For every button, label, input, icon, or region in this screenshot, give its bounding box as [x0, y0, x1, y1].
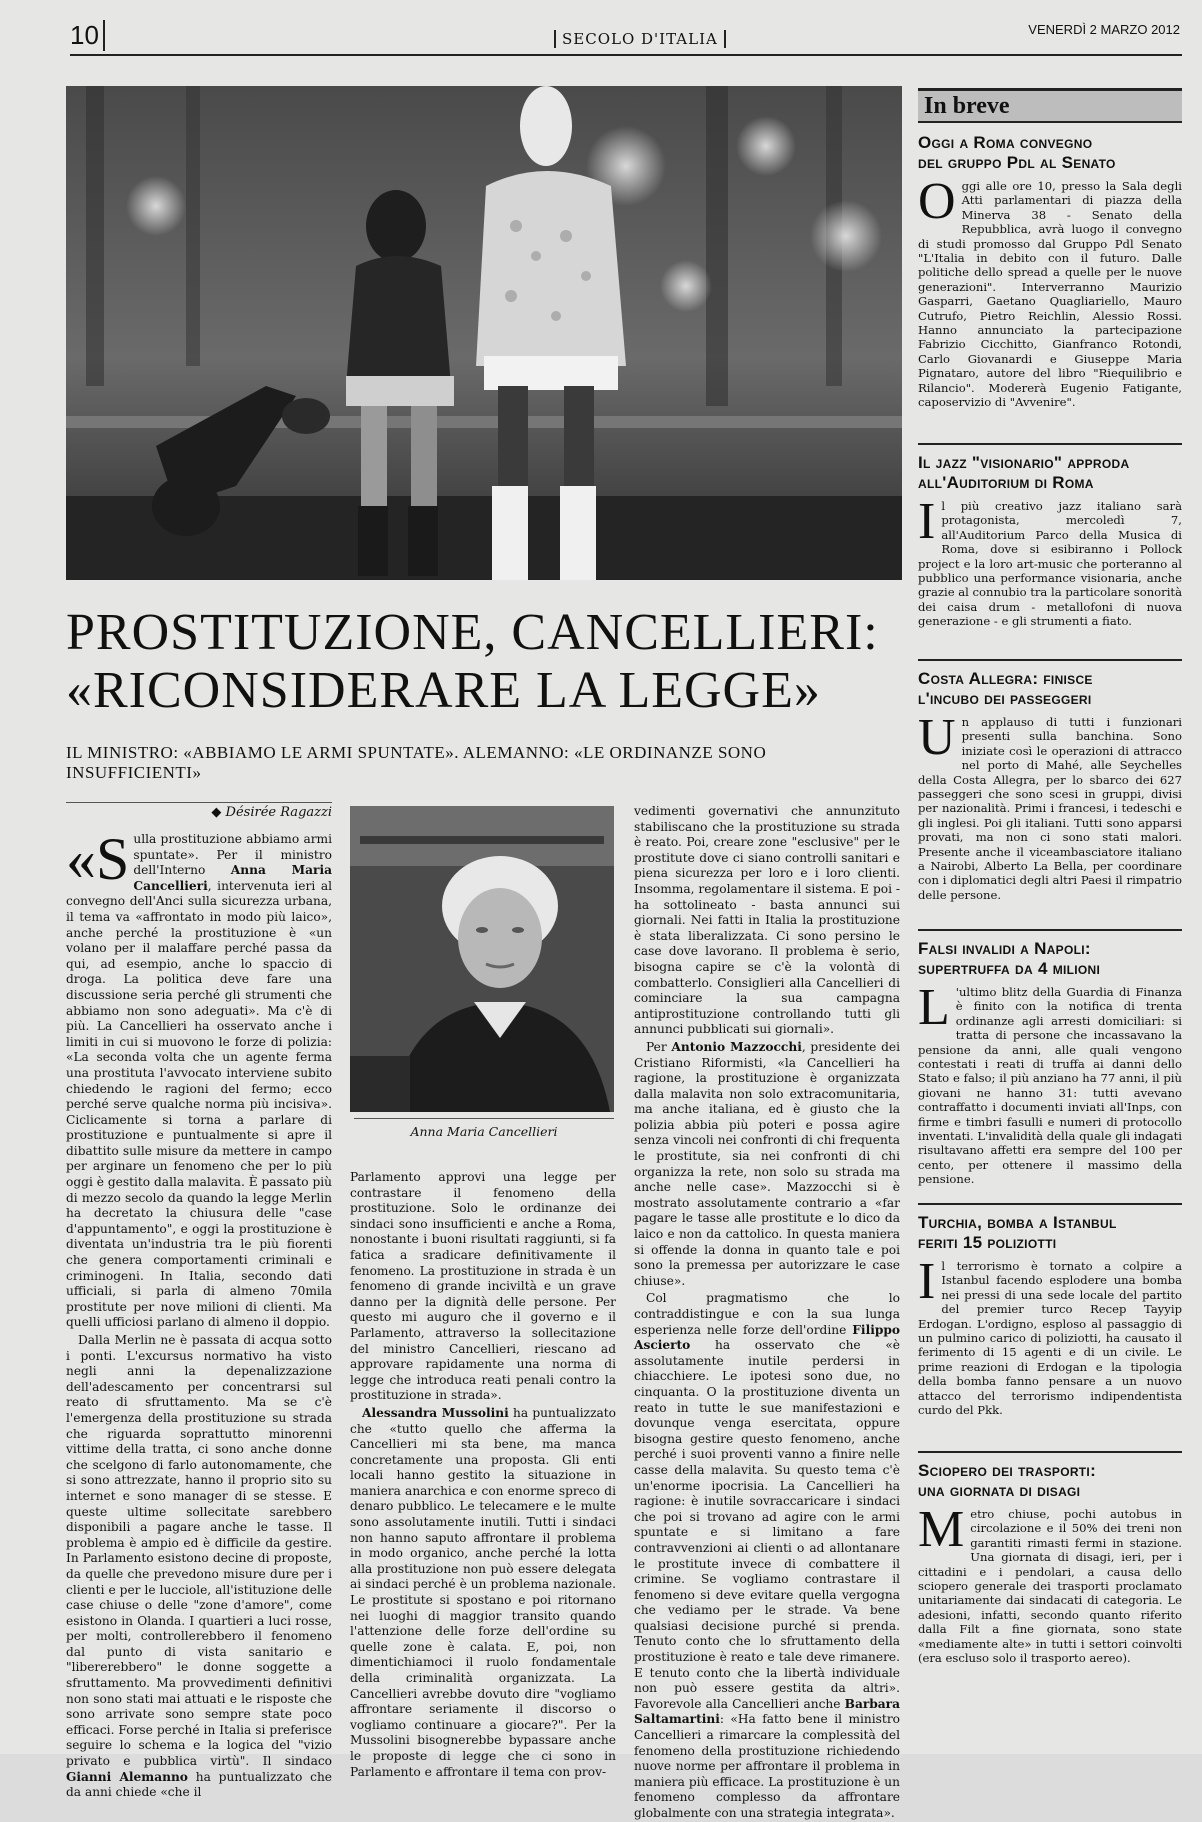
- brief-item: [918, 1213, 1182, 1443]
- brief-item: [918, 669, 1182, 921]
- brief-text: Il terrorismo è tornato a colpire a Istanbul facendo esplodere una bomba nei pressi di una sede locale del partito del premier turco Recep Tayyip Erdogan. L'ordigno, esploso al passaggio di un pulmino carico di poliziotti, ha causato il ferimento di 15 agenti e di un civile. Le prime reazioni di Erdogan e la tipologia della bomba fanno pensare a un nuovo attacco del terrorismo indipendentista curdo del Pkk.: [918, 1253, 1182, 1418]
- photo-caption: Anna Maria Cancellieri: [354, 1118, 614, 1139]
- drop-cap: M: [918, 1501, 965, 1558]
- brief-text: Il più creativo jazz italiano sarà protagonista, mercoledì 7, all'Auditorium Parco della Musica di Roma, dove si esibiranno i Pollock project e la loro art-music che porteranno al pubblico una performance visionaria, anche grazie al connubio tra la particolare sonorità dei caisa drum - metallofoni di nuova generazione - e gli strumenti a fiato.: [918, 493, 1182, 629]
- paragraph: Dalla Merlin ne è passata di acqua sotto i ponti. L'excursus normativo ha visto negli anni la depenalizzazione dell'adescamento per concentrarsi sul reato di sfruttamento. Ma se c'è l'emergenza della prostituzione su strada che riguarda soprattutto minorenni vittime della tratta, ci sono anche donne che scelgono di farlo autonomamente, che si sono attrezzate, hanno il proprio sito su internet e sono manager di se stesse. E queste ultime sollecitate sarebbero disponibili a pagare anche le tasse. Il problema è ampio ed è difficile da gestire. In Parlamento esistono decine di proposte, da quelle che prevedono misure dure per i clienti e per le lucciole, all'istituzione delle case chiuse o delle "zone d'amore", come esistono in Olanda. I quartieri a luci rosse, per molti, controllerebbero il fenomeno dal punto di vista sanitario e "libererebbero" le donne soggette a sfruttamento. Ma provvedimenti definitivi non sono stati mai attuati e le risposte che sono arrivate sono sempre state poco efficaci. Forse perché in Italia si preferisce seguire lo schema e la logica del "vizio privato e pubblica virtù". Il sindaco Gianni Alemanno ha puntualizzato che da anni chiede «che il: [66, 1333, 333, 1800]
- headline: [66, 604, 906, 720]
- brief-title: Turchia, bomba a Istanbul feriti 15 poliziotti: [918, 1213, 1117, 1252]
- divider: [918, 659, 1182, 661]
- drop-cap: O: [918, 173, 956, 230]
- paragraph: «Sulla prostituzione abbiamo armi spuntate». Per il ministro dell'Interno Anna Maria Cancellieri, intervenuta ieri al convegno dell'Anci sulla sicurezza urbana, il tema va «affrontato in modo più laico», anche perché la prostituzione è «un volano per il malaffare perché passa da qui, ad esempio, anche lo spaccio di droga. La politica deve fare una discussione seria perché gli strumenti che abbiamo non sono adeguati». Ma c'è di più. La Cancellieri ha osservato anche i limiti in cui si muovono le forze di polizia: «La seconda volta che un agente ferma una prostituta l'avvocato interviene subito chiedendo le ragioni del fermo; ecco perché serve qualche norma più incisiva». Ciclicamente si torna a parlare di prostituzione e puntualmente si apre il dibattito sulle misure da mettere in campo per arginare un fenomeno che per lo più oggi è gestito dalla malavita. È passato più di mezzo secolo da quando la legge Merlin ha decretato la chiusura delle "case d'appuntamento", e oggi la prostituzione è diventata un'industria tra le più fiorenti che genera comportamenti criminali e criminogeni. In Italia, secondo dati ufficiali, si parla di almeno 70mila prostitute per nove milioni di clienti. Ma quelli ufficiosi parlano di almeno il doppio.: [66, 826, 333, 1330]
- divider: [918, 1451, 1182, 1453]
- byline: ◆ Désirée Ragazzi: [66, 802, 332, 820]
- article-column-1: [66, 826, 333, 1800]
- brief-item: [918, 1461, 1182, 1701]
- person-name: Gianni Alemanno: [66, 1769, 188, 1784]
- issue-date: VENERDÌ 2 MARZO 2012: [1028, 22, 1180, 37]
- subheadline: IL MINISTRO: «ABBIAMO LE ARMI SPUNTATE». ALEMANNO: «LE ORDINANZE SONO INSUFFICIENTI»: [66, 743, 767, 782]
- divider: [918, 443, 1182, 445]
- page-number: 10: [70, 20, 105, 51]
- brief-item: [918, 939, 1182, 1195]
- article-column-3: [634, 804, 900, 1820]
- divider: [918, 1203, 1182, 1205]
- person-name: Antonio Mazzocchi: [671, 1039, 802, 1054]
- brief-title: Sciopero dei trasporti: una giornata di disagi: [918, 1461, 1097, 1500]
- main-photo: [66, 86, 902, 580]
- author-name: Désirée Ragazzi: [225, 805, 332, 820]
- brief-text: Oggi alle ore 10, presso la Sala degli Atti parlamentari di piazza della Minerva 38 - Senato della Repubblica, avrà luogo il convegno di studi promosso dal Gruppo Pdl Senato "L'Italia in debito con il futuro. Dalle politiche dello spread a quelle per le nuove generazioni". Interverranno Maurizio Gasparri, Gaetano Quagliariello, Mauro Cutrufo, Pietro Reichlin, Alessio Rossi. Hanno annunciato la partecipazione Fabrizio Cicchitto, Gianfranco Rotondi, Carlo Giovanardi e Giuseppe Maria Pignataro, autore del libro "Riequilibrio e Rilancio". Modererà Eugenio Fatigante, caposervizio di "Avvenire".: [918, 173, 1182, 410]
- portrait-photo: [350, 806, 614, 1112]
- headline-line-2: «RICONSIDERARE LA LEGGE»: [66, 662, 821, 719]
- brief-title: Il jazz "visionario" approda all'Auditorium di Roma: [918, 453, 1130, 492]
- paragraph: Parlamento approvi una legge per contrastare il fenomeno della prostituzione. Solo le ordinanze dei sindaci sono insufficienti e anche a Roma, nonostante i buoni risultati raggiunti, si fa fatica a sradicare definitivamente il fenomeno. La prostituzione in strada è un fenomeno di grande inciviltà e un grave danno per la dignità delle persone. Per questo mi auguro che il governo e il Parlamento, attraverso la sollecitazione del ministro Cancellieri, riescano ad approvare rapidamente una norma di legge che introduca reati penali contro la prostituzione in strada».: [350, 1170, 616, 1403]
- brief-title: Oggi a Roma convegno del gruppo Pdl al Senato: [918, 133, 1116, 172]
- person-name: Anna Maria Cancellieri: [133, 863, 333, 893]
- person-name: Barbara Saltamartini: [634, 1696, 900, 1727]
- paragraph: Per Antonio Mazzocchi, presidente dei Cristiano Riformisti, «la Cancellieri ha ragione, la prostituzione è organizzata dalla malavita non solo extracomunitaria, ma anche italiana, ed è giusto che la polizia abbia più poteri e possa agire senza vincoli nei confronti di chi frequenta le prostitute, sia nei confronti di chi organizza la rete, non solo su strada ma anche nelle case». Mazzocchi si è mostrato assolutamente contrario a «far pagare le tasse alle prostitute e lo dico da laico e non da cattolico. In questa maniera si offende la donna in quanto tale e poi sono la premessa per autorizzare le case chiuse».: [634, 1039, 900, 1288]
- in-breve-sidebar: [918, 88, 1182, 1738]
- drop-cap: I: [918, 1253, 936, 1310]
- sidebar-header: [918, 88, 1182, 123]
- person-name: Filippo Ascierto: [634, 1322, 900, 1353]
- sidebar-title: In breve: [924, 93, 1010, 119]
- paragraph: vedimenti governativi che annunzituto stabiliscano che la prostituzione su strada è reato. Poi, creare zone "esclusive" per le prostitute dove ci siano controlli sanitari e piena sicurezza per loro e i loro clienti. Insomma, regolamentare il sistema. E poi - ha sottolineato - basta annunci sui giornali. Nei fatti in Italia la prostituzione è stata liberalizzata. Ci sono persino le case dove lavorano. Il problema è serio, bisogna capire se c'è la volontà di combatterlo. Consiglieri alla Cancellieri di cominciare la sua campagna antiprostituzione controllando tutti gli annunci pubblicati sui giornali».: [634, 804, 900, 1037]
- article-column-2: [350, 1170, 616, 1779]
- drop-cap: L: [918, 979, 950, 1036]
- newspaper-name: SECOLO D'ITALIA: [554, 30, 726, 48]
- drop-cap: I: [918, 493, 936, 550]
- brief-item: [918, 453, 1182, 651]
- paragraph: Alessandra Mussolini ha puntualizzato che «tutto quello che afferma la Cancellieri mi sta bene, ma manca concretamente una proposta. Gli enti locali hanno gestito la situazione in maniera anarchica e con enorme spreco di denaro pubblico. Le telecamere e le multe sono assolutamente inutili. Tutti i sindaci non hanno saputo affrontare il problema in modo organico, anche perché la lotta alla prostituzione non può essere delegata ai sindaci perché è un problema nazionale. Le prostitute si spostano e poi ritornano nei luoghi di maggior transito quando l'attenzione delle forze dell'ordine su quelle zone è calata. E, poi, non dimentichiamoci il ruolo fondamentale della criminalità organizzata. La Cancellieri avrebbe dovuto dire "vogliamo affrontare seriamente il discorso o vogliamo continuare a giocare?". Per la Mussolini bisognerebbe bypassare anche le proposte di legge che ci sono in Parlamento e affrontare il tema con prov-: [350, 1405, 616, 1779]
- drop-cap: «S: [66, 826, 130, 892]
- paragraph: Col pragmatismo che lo contraddistingue e con la sua lunga esperienza nelle forze dell'ordine Filippo Ascierto ha osservato che «è assolutamente inutile perdersi in chiacchiere. Le ipotesi sono due, no cinquanta. O la prostituzione diventa un reato in tutte le sue manifestazioni e dovunque venga esercitata, oppure bisogna gestire questo fenomeno, anche perché i suoi proventi vanno a finire nelle casse della malavita. Su questo tema c'è un'enorme ipocrisia. La Cancellieri ha ragione: è inutile sovraccaricare i sindaci che poi si trovano ad agire con le armi spuntate e si limitano a fare contravvenzioni ai clienti o ad allontanare le prostitute invece di combattere il crimine. Se vogliamo contrastare il fenomeno si deve evitare quella vergogna che vediamo per le strade. Va bene qualsiasi decisione purché si prenda. Tenuto conto che lo sfruttamento della prostituzione è reato e tale deve rimanere. E tenuto conto che la libertà individuale non può essere gestita da altri». Favorevole alla Cancellieri anche Barbara Saltamartini: «Ha fatto bene il ministro Cancellieri a rimarcare la complessità del fenomeno della prostituzione richiedendo nuove norme per affrontare il problema in maniera più efficace. La prostituzione è un fenomeno complesso da affrontare globalmente con una strategia integrata».: [634, 1291, 900, 1820]
- person-name: Alessandra Mussolini: [362, 1405, 509, 1420]
- brief-text: Un applauso di tutti i funzionari presenti sulla banchina. Sono iniziate così le operazioni di attracco nel porto di Mahé, alle Seychelles della Costa Allegra, per lo sbarco dei 627 passeggeri che sono scesi in gruppi, divisi per nazionalità. Primi i francesi, i tedeschi e gli inglesi. Poi gli italiani. Tutti sono apparsi provati, ma non ci sono stati malori. Presente anche il viceambasciatore italiano a Nairobi, Alberto La Bella, per coordinare con i diplomatici degli altri Paesi il rimpatrio delle persone.: [918, 709, 1182, 902]
- brief-title: Falsi invalidi a Napoli: supertruffa da 4 milioni: [918, 939, 1101, 978]
- brief-title: Costa Allegra: finisce l'incubo dei passeggeri: [918, 669, 1093, 708]
- divider: [918, 929, 1182, 931]
- masthead: [70, 18, 1182, 56]
- brief-item: [918, 133, 1182, 435]
- brief-text: Metro chiuse, pochi autobus in circolazione e il 50% dei treni non garantiti rimasti fermi in stazione. Una giornata di disagi, ieri, per i cittadini e i pendolari, a causa dello sciopero generale dei trasporti proclamato unitariamente dai sindacati di categoria. Le adesioni, infatti, secondo quanto riferito dalla Filt a fine giornata, sono state «mediamente alte» in tutti i settori coinvolti (era escluso solo il trasporto aereo).: [918, 1501, 1182, 1666]
- headline-line-1: PROSTITUZIONE, CANCELLIERI:: [66, 604, 879, 661]
- drop-cap: U: [918, 709, 956, 766]
- brief-text: L 'ultimo blitz della Guardia di Finanza è finito con la notifica di trenta ordinanze agli arresti domiciliari: si tratta di persone che incassavano la pensione da anni, alle quali vengono contestati i reati di truffa ai danni dello Stato e falso; il più anziano ha 77 anni, il più giovani ne hanno 31: tutti avevano contraffatto i documenti inviati all'Inps, con firme e timbri fasulli e numeri di protocollo inventati. L'invalidità della quale gli indagati risultavano affetti era sempre del 100 per cento, per ottenere il massimo della pensione.: [918, 979, 1182, 1187]
